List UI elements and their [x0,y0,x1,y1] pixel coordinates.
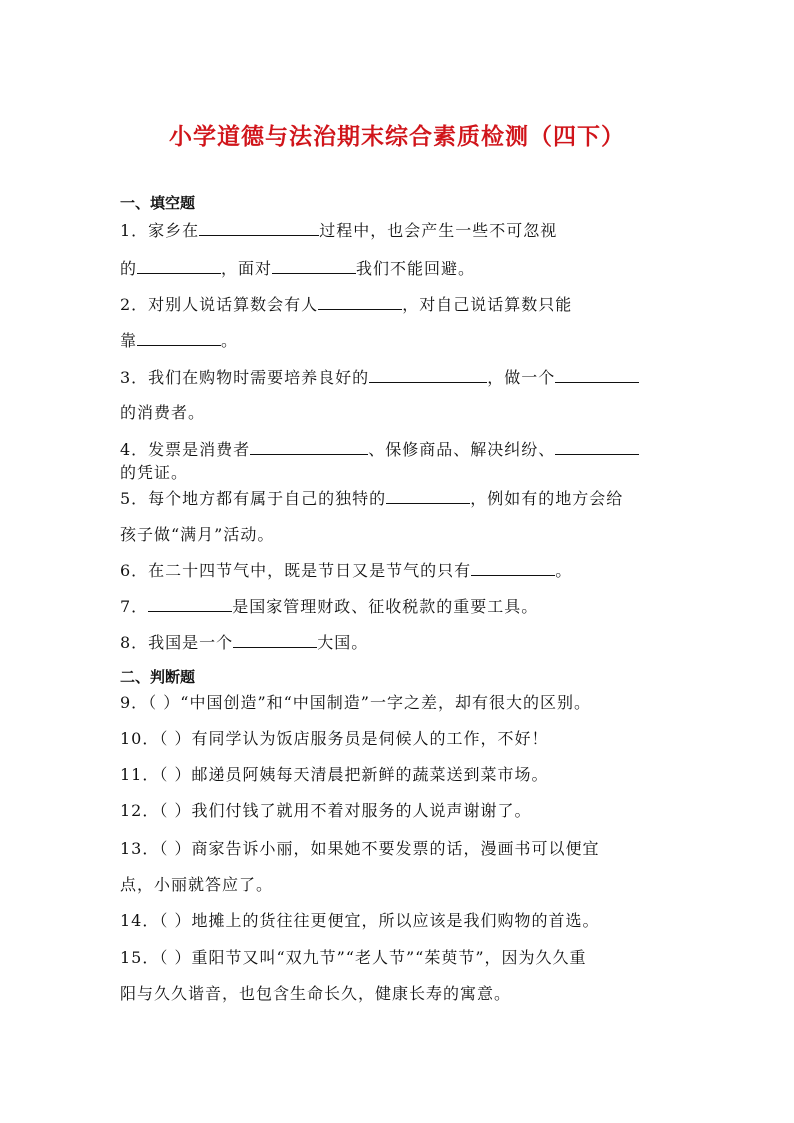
blank[interactable] [199,221,319,236]
question-8 [120,630,368,653]
blank[interactable] [148,597,232,612]
question-1-line-1 [120,218,557,241]
blank[interactable] [386,489,470,504]
q2-text-d: 。 [221,331,239,350]
question-2-line-1 [120,292,572,315]
question-1-line-2 [120,256,475,279]
q3-text-a: 3．我们在购物时需要培养良好的 [120,368,370,387]
question-3-line-1 [120,365,639,388]
question-5-line-1 [120,486,623,509]
question-6 [120,558,572,581]
question-11: 11．（ ）邮递员阿姨每天清晨把新鲜的蔬菜送到菜市场。 [120,765,549,784]
question-13-line-1: 13．（ ）商家告诉小丽，如果她不要发票的话，漫画书可以便宜 [120,839,600,858]
q7-text-b: 是国家管理财政、征收税款的重要工具。 [232,597,539,616]
question-12: 12．（ ）我们付钱了就用不着对服务的人说声谢谢了。 [120,801,532,820]
q5-text-c: 孩子做“满月”活动。 [120,525,275,544]
q4-text-a: 4．发票是消费者 [120,440,251,459]
blank[interactable] [318,295,402,310]
page-title: 小学道德与法治期末综合素质检测（四下） [169,123,625,150]
q3-text-c: 的消费者。 [120,403,206,422]
q8-text-a: 8．我国是一个 [120,633,234,652]
question-15-line-1: 15．（ ）重阳节又叫“双九节”“老人节”“茱萸节”，因为久久重 [120,948,587,967]
q2-text-a: 2．对别人说话算数会有人 [120,295,319,314]
q5-text-a: 5．每个地方都有属于自己的独特的 [120,489,387,508]
blank[interactable] [250,440,368,455]
q1-text-d: ，面对 [221,259,273,278]
q1-text-c: 的 [120,259,138,278]
q4-text-b: 、保修商品、解决纠纷、 [368,440,556,459]
q1-text-b: 过程中，也会产生一些不可忽视 [319,221,558,240]
question-4-line-2 [120,460,188,483]
blank[interactable] [137,259,221,274]
q3-text-b: ，做一个 [487,368,556,387]
question-10: 10．（ ）有同学认为饭店服务员是伺候人的工作，不好！ [120,729,549,748]
question-15-line-2: 阳与久久谐音，也包含生命长久，健康长寿的寓意。 [120,984,512,1003]
question-9: 9．（ ）“中国创造”和“中国制造”一字之差，却有很大的区别。 [120,693,591,712]
question-4-line-1 [120,437,639,460]
question-13-line-2: 点，小丽就答应了。 [120,875,274,894]
q5-text-b: ，例如有的地方会给 [470,489,624,508]
question-2-line-2 [120,328,238,351]
question-3-line-2 [120,400,205,423]
q1-text-e: 我们不能回避。 [356,259,476,278]
q1-text-a: 1．家乡在 [120,221,200,240]
q8-text-b: 大国。 [317,633,369,652]
blank[interactable] [137,331,221,346]
question-14: 14．（ ）地摊上的货往往更便宜，所以应该是我们购物的首选。 [120,911,600,930]
blank[interactable] [272,259,356,274]
blank[interactable] [471,561,555,576]
blank[interactable] [369,368,487,383]
section-true-false: 二、判断题 [120,668,196,686]
blank[interactable] [555,368,639,383]
q6-text-b: 。 [555,561,573,580]
question-5-line-2 [120,522,274,545]
question-7 [120,594,538,617]
q7-text-a: 7． [120,597,149,616]
q2-text-b: ，对自己说话算数只能 [402,295,573,314]
blank[interactable] [233,633,317,648]
q4-text-c: 的凭证。 [120,463,189,482]
q6-text-a: 6．在二十四节气中，既是节日又是节气的只有 [120,561,472,580]
q2-text-c: 靠 [120,331,138,350]
blank[interactable] [555,440,639,455]
section-fill-in: 一、填空题 [120,194,196,212]
